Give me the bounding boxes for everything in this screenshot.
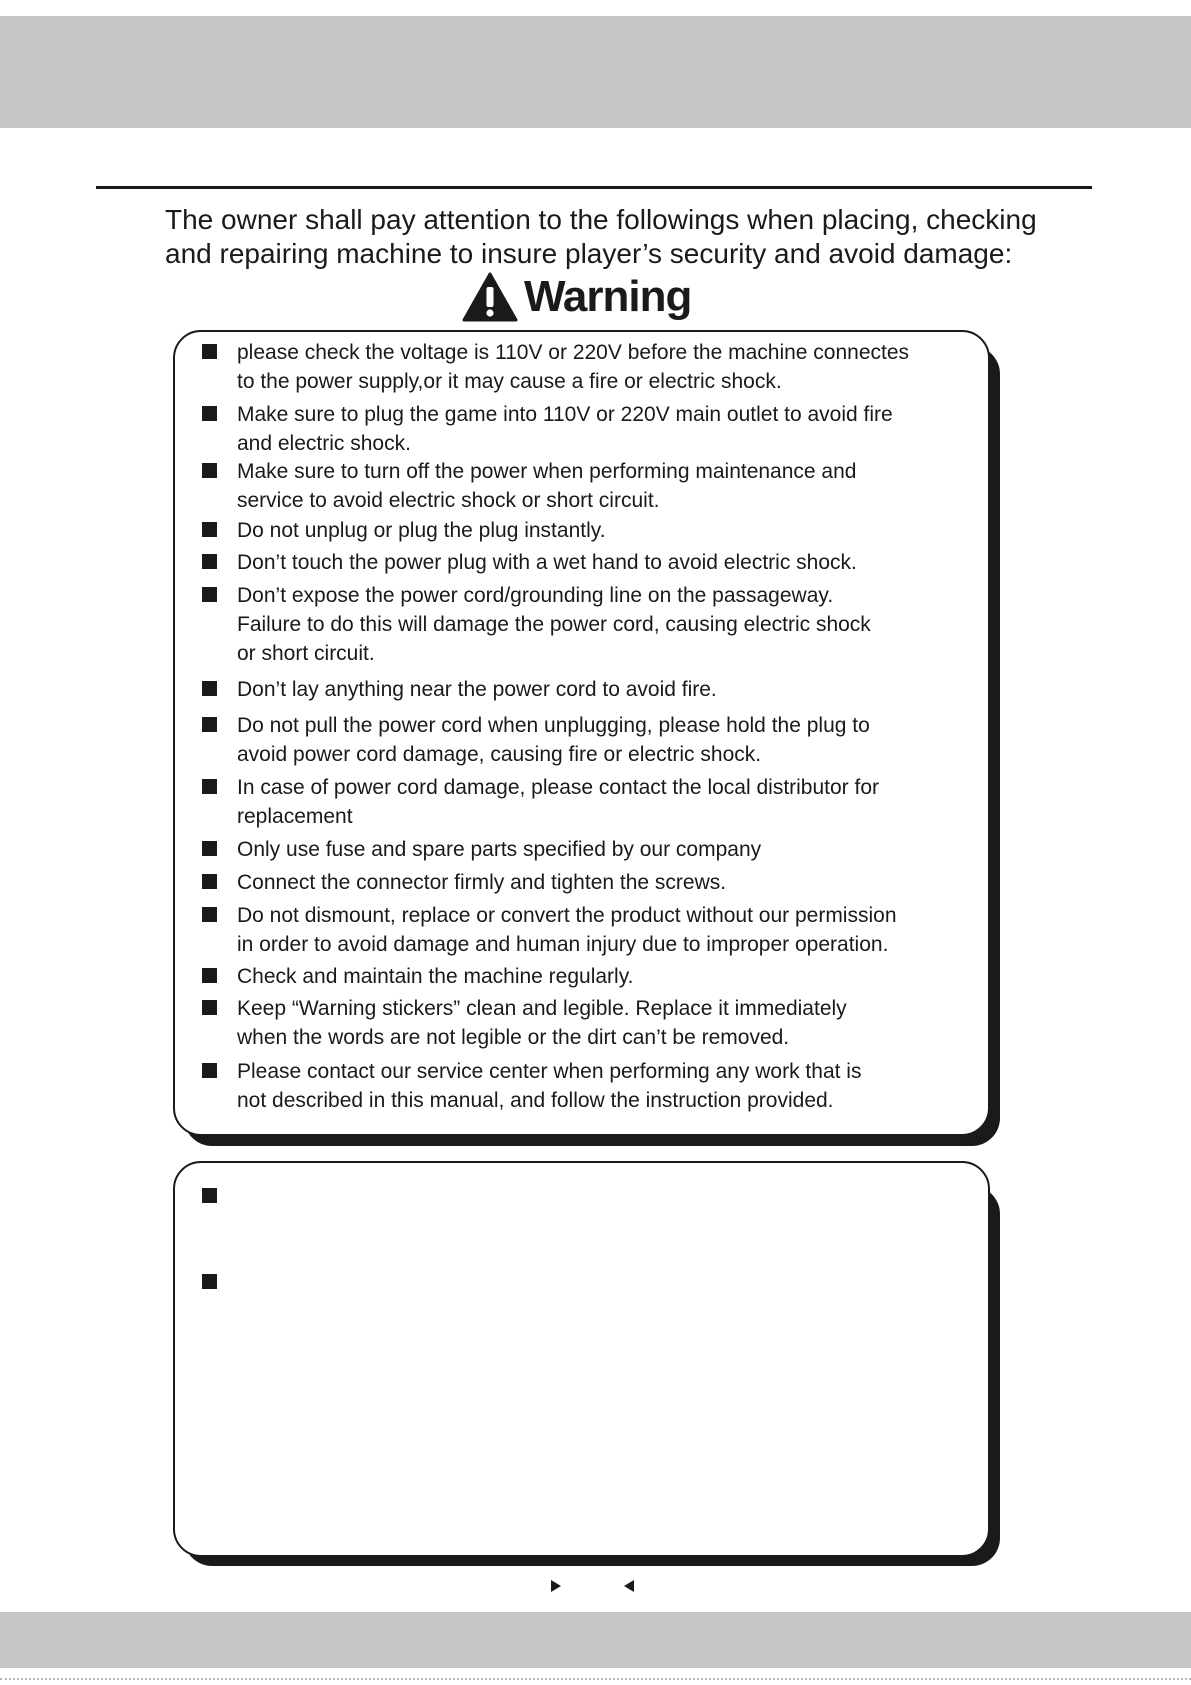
intro-line-2: and repairing machine to insure player’s security and avoid damage: bbox=[165, 238, 1013, 269]
header-rule bbox=[96, 186, 1092, 189]
warning-heading bbox=[462, 272, 691, 322]
bullet-icon bbox=[202, 406, 217, 421]
bullet-icon bbox=[202, 907, 217, 922]
bullet-icon bbox=[202, 841, 217, 856]
bullet-icon bbox=[202, 463, 217, 478]
bullet-icon bbox=[202, 1063, 217, 1078]
list-item-text: Only use fuse and spare parts specified by our company bbox=[237, 838, 762, 861]
bullet-icon bbox=[202, 587, 217, 602]
bullet-icon bbox=[202, 874, 217, 889]
list-item-text: Make sure to turn off the power when performing maintenance and service to avoid electric shock or short circuit. bbox=[237, 460, 857, 512]
list-item-text: Do not pull the power cord when unplugging, please hold the plug to avoid power cord damage, causing fire or electric shock. bbox=[237, 714, 870, 766]
intro-line-1: The owner shall pay attention to the followings when placing, checking bbox=[165, 204, 1037, 235]
list-item bbox=[202, 835, 972, 864]
bullet-icon bbox=[202, 344, 217, 359]
page-marker bbox=[550, 1579, 640, 1595]
list-item bbox=[202, 868, 972, 897]
header-band bbox=[0, 16, 1191, 128]
list-item bbox=[202, 994, 972, 1052]
list-item-text: Don’t lay anything near the power cord to avoid fire. bbox=[237, 678, 717, 701]
list-item bbox=[202, 516, 972, 545]
list-item bbox=[202, 400, 972, 458]
footer-band bbox=[0, 1612, 1191, 1668]
list-item-text: Do not unplug or plug the plug instantly. bbox=[237, 519, 606, 542]
bullet-icon bbox=[202, 681, 217, 696]
triangle-right-icon bbox=[550, 1579, 562, 1593]
list-item-text: please check the voltage is 110V or 220V before the machine connectes to the power supply,or it may cause a fire or electric shock. bbox=[237, 341, 910, 393]
list-item bbox=[202, 1057, 972, 1115]
list-item-text: Check and maintain the machine regularly. bbox=[237, 965, 634, 988]
list-item-text: Don’t touch the power plug with a wet hand to avoid electric shock. bbox=[237, 551, 857, 574]
bullet-icon bbox=[202, 1000, 217, 1015]
list-item bbox=[202, 338, 972, 396]
bullet-icon bbox=[202, 554, 217, 569]
list-item bbox=[202, 457, 972, 515]
list-item bbox=[202, 1268, 972, 1289]
triangle-left-icon bbox=[623, 1579, 635, 1593]
list-item-text: In case of power cord damage, please contact the local distributor for replacement bbox=[237, 776, 880, 828]
list-item-text: Don’t expose the power cord/grounding line on the passageway. Failure to do this will damage the power cord, causing electric shock or short circuit. bbox=[237, 584, 871, 665]
list-item bbox=[202, 711, 972, 769]
list-item bbox=[202, 773, 972, 831]
list-item bbox=[202, 1182, 972, 1203]
bullet-icon bbox=[202, 522, 217, 537]
list-item-text: Make sure to plug the game into 110V or 220V main outlet to avoid fire and electric shock. bbox=[237, 403, 893, 455]
list-item bbox=[202, 548, 972, 577]
list-item-text: Connect the connector firmly and tighten the screws. bbox=[237, 871, 727, 894]
second-box bbox=[173, 1161, 990, 1557]
list-item bbox=[202, 581, 972, 668]
warning-title: Warning bbox=[524, 272, 692, 321]
warning-triangle-icon bbox=[462, 272, 518, 322]
list-item bbox=[202, 962, 972, 991]
list-item-text: Please contact our service center when performing any work that is not described in this manual, and follow the instruction provided. bbox=[237, 1060, 862, 1112]
footer-dotted-line bbox=[0, 1678, 1191, 1680]
list-item bbox=[202, 675, 972, 704]
list-item-text: Do not dismount, replace or convert the product without our permission in order to avoid damage and human injury due to improper operation. bbox=[237, 904, 897, 956]
bullet-icon bbox=[202, 1274, 217, 1289]
list-item bbox=[202, 901, 972, 959]
bullet-icon bbox=[202, 717, 217, 732]
list-item-text: Keep “Warning stickers” clean and legible. Replace it immediately when the words are not legible or the dirt can’t be removed. bbox=[237, 997, 847, 1049]
bullet-icon bbox=[202, 968, 217, 983]
bullet-icon bbox=[202, 779, 217, 794]
intro-text bbox=[165, 203, 1065, 271]
bullet-icon bbox=[202, 1188, 217, 1203]
